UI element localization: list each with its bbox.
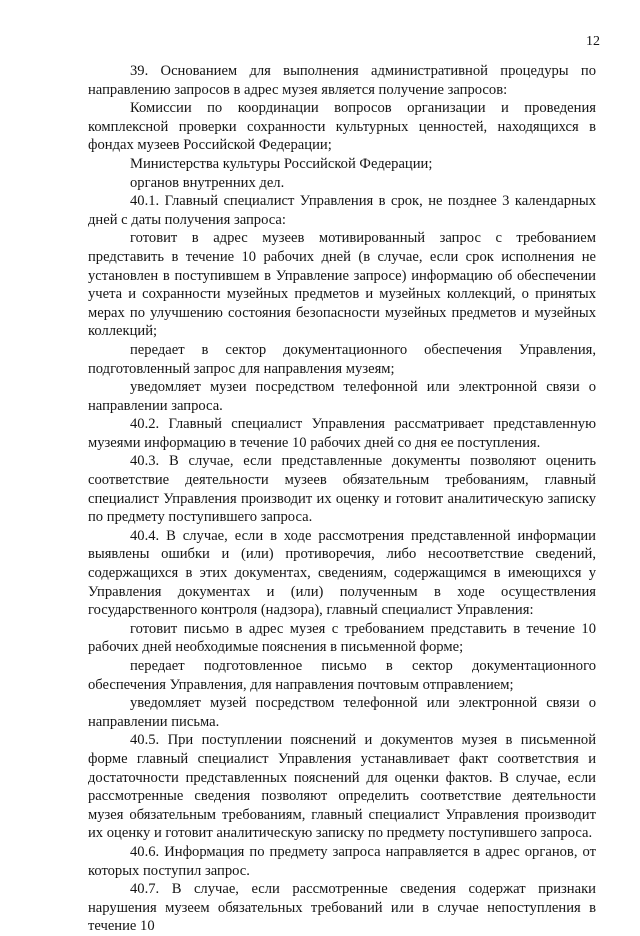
paragraph-40-2: 40.2. Главный специалист Управления рассматривает представленную музеями информацию в течение 10 рабочих дней со дня ее поступления. [88, 416, 596, 451]
paragraph-40-4-prepares: готовит письмо в адрес музея с требованием представить в течение 10 рабочих дней необходимые пояснения в письменной форме; [88, 620, 596, 656]
paragraph-40-3: 40.3. В случае, если представленные документы позволяют оценить соответствие деятельности музеев обязательным требованиям, главный специалист Управления производит их оценку и готовит аналитическую записку по предмету поступившего запроса. [88, 453, 596, 526]
paragraph-40-1: 40.1. Главный специалист Управления в срок, не позднее 3 календарных дней с даты получения запроса: [88, 193, 596, 228]
page-number: 12 [586, 34, 600, 49]
paragraph-40-1-prepares: готовит в адрес музеев мотивированный запрос с требованием представить в течение 10 рабочих дней (в случае, если срок исполнения не установлен в поступившем в Управление запросе) информацию об обеспечении учета и сохранности музейных предметов и музейных коллекций, о принятых мерах по улучшению состояния безопасности музейных предметов и музейных коллекций; [88, 230, 596, 340]
document-body [88, 62, 596, 936]
paragraph-40-4-notifies: уведомляет музей посредством телефонной или электронной связи о направлении письма. [88, 695, 596, 730]
paragraph-40-7: 40.7. В случае, если рассмотренные сведения содержат признаки нарушения музеем обязательных требований или в случае непоступления в течение 10 [88, 881, 596, 935]
paragraph-40-4-transfers: передает подготовленное письмо в сектор документационного обеспечения Управления, для направления почтовым отправлением; [88, 658, 596, 693]
paragraph-commission: Комиссии по координации вопросов организации и проведения комплексной проверки сохранности культурных ценностей, находящихся в фондах музеев Российской Федерации; [88, 100, 596, 154]
paragraph-police: органов внутренних дел. [130, 174, 285, 191]
paragraph-40-5: 40.5. При поступлении пояснений и документов музея в письменной форме главный специалист Управления устанавливает факт соответствия и достаточности представленных пояснений для оценки фактов. В случае, если рассмотренные сведения позволяют определить соответствие деятельности музея обязательным требованиям, главный специалист Управления производит их оценку и готовит аналитическую записку по предмету поступившего запроса. [88, 732, 596, 842]
paragraph-ministry: Министерства культуры Российской Федерации; [130, 155, 433, 172]
paragraph-40-1-notifies: уведомляет музеи посредством телефонной или электронной связи о направлении запроса. [88, 379, 596, 414]
paragraph-40-1-transfers: передает в сектор документационного обеспечения Управления, подготовленный запрос для направления музеям; [88, 341, 596, 377]
paragraph-40-6: 40.6. Информация по предмету запроса направляется в адрес органов, от которых поступил запрос. [88, 843, 596, 879]
paragraph-39: 39. Основанием для выполнения административной процедуры по направлению запросов в адрес музея является получение запросов: [88, 63, 596, 98]
paragraph-40-4: 40.4. В случае, если в ходе рассмотрения представленной информации выявлены ошибки и (или) противоречия, либо несоответствие сведений, содержащихся в этих документах, сведениям, содержащимся в имеющихся у Управления документах и (или) полученным в ходе осуществления государственного контроля (надзора), главный специалист Управления: [88, 527, 596, 619]
